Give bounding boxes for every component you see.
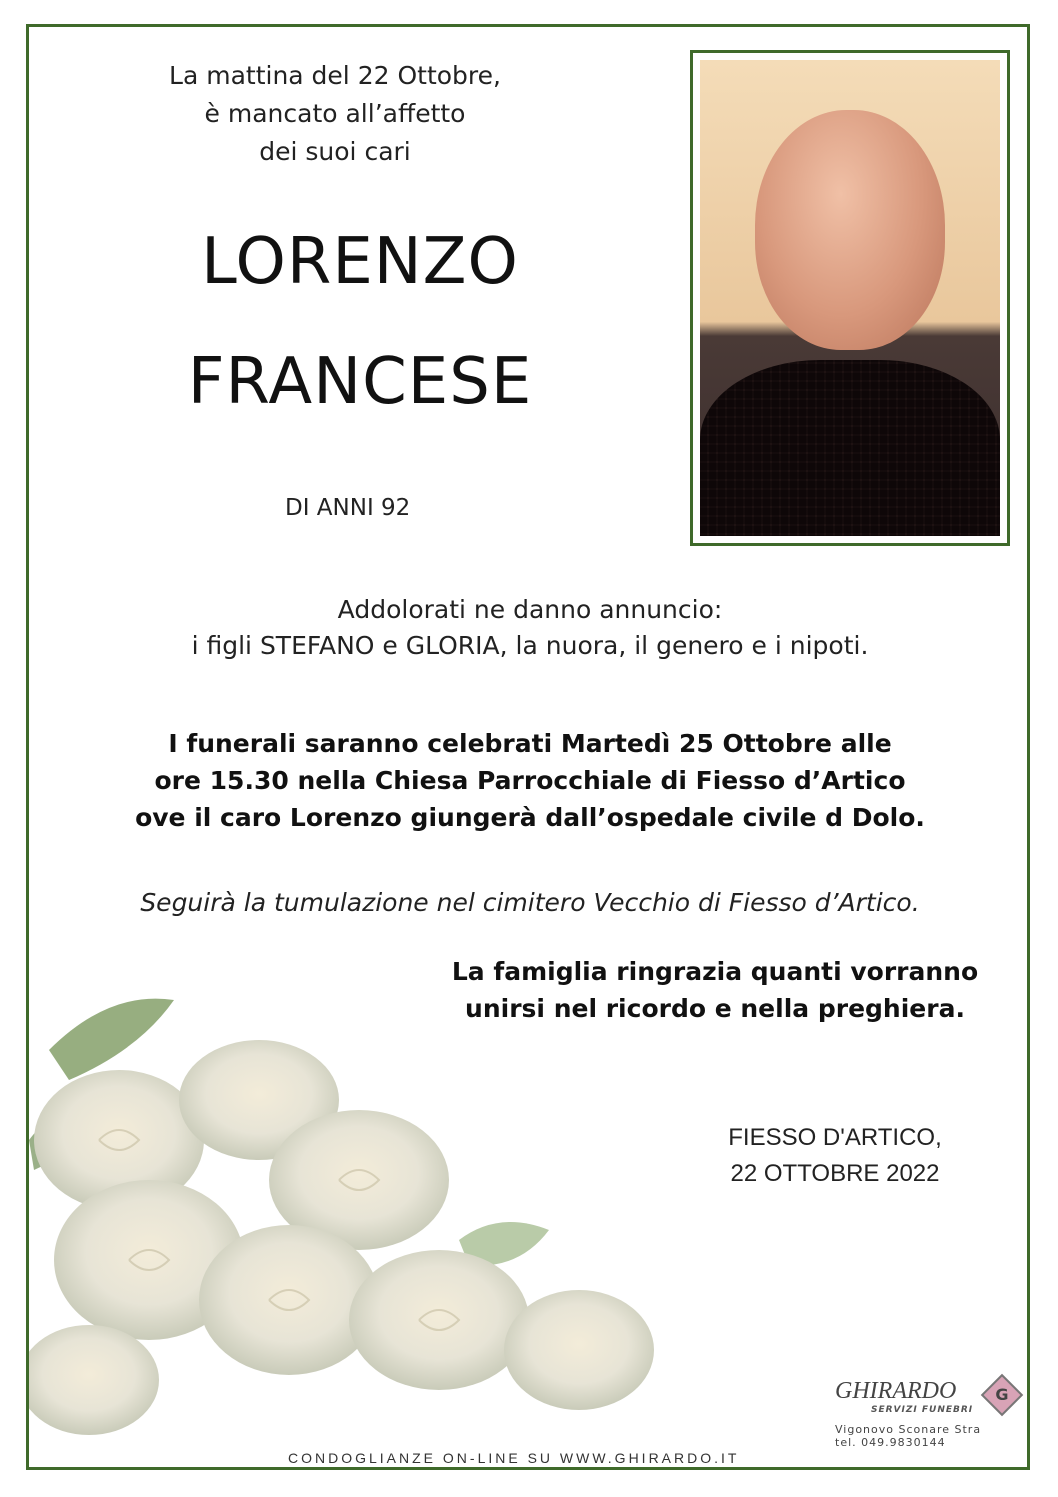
white-roses-image xyxy=(29,990,679,1445)
logo-mark-icon: G xyxy=(981,1374,1023,1416)
funeral-info: I funerali saranno celebrati Martedì 25 Ottobre alle ore 15.30 nella Chiesa Parrocchiale di Fiesso d’Artico ove il caro Lorenzo giungerà dall’ospedale civile d Dolo. xyxy=(135,729,925,832)
intro-text: La mattina del 22 Ottobre, è mancato all’affetto dei suoi cari xyxy=(169,61,501,166)
logo-subtitle: SERVIZI FUNEBRI xyxy=(871,1405,974,1415)
portrait-photo xyxy=(690,50,1010,546)
footer-condolences: CONDOGLIANZE ON-LINE SU WWW.GHIRARDO.IT xyxy=(288,1450,740,1466)
announcement: Addolorati ne danno annuncio: i figli STEFANO e GLORIA, la nuora, il genero e i nipoti. xyxy=(191,595,869,660)
last-name: FRANCESE xyxy=(187,345,533,419)
portrait-shirt xyxy=(700,360,1000,536)
family-thanks: La famiglia ringrazia quanti vorranno unirsi nel ricordo e nella preghiera. xyxy=(451,957,979,1023)
burial-info: Seguirà la tumulazione nel cimitero Vecchio di Fiesso d’Artico. xyxy=(140,888,920,917)
first-name: LORENZO xyxy=(201,225,519,299)
portrait-head xyxy=(755,110,945,350)
age-text: DI ANNI 92 xyxy=(285,495,411,521)
place-date: FIESSO D'ARTICO, 22 OTTOBRE 2022 xyxy=(728,1124,942,1187)
logo-towns: Vigonovo Sconare Stra xyxy=(835,1423,982,1436)
logo-name: GHIRARDO xyxy=(835,1378,957,1404)
logo-phone: tel. 049.9830144 xyxy=(835,1436,946,1449)
funeral-home-logo xyxy=(835,1378,1030,1449)
portrait-image xyxy=(700,60,1000,536)
